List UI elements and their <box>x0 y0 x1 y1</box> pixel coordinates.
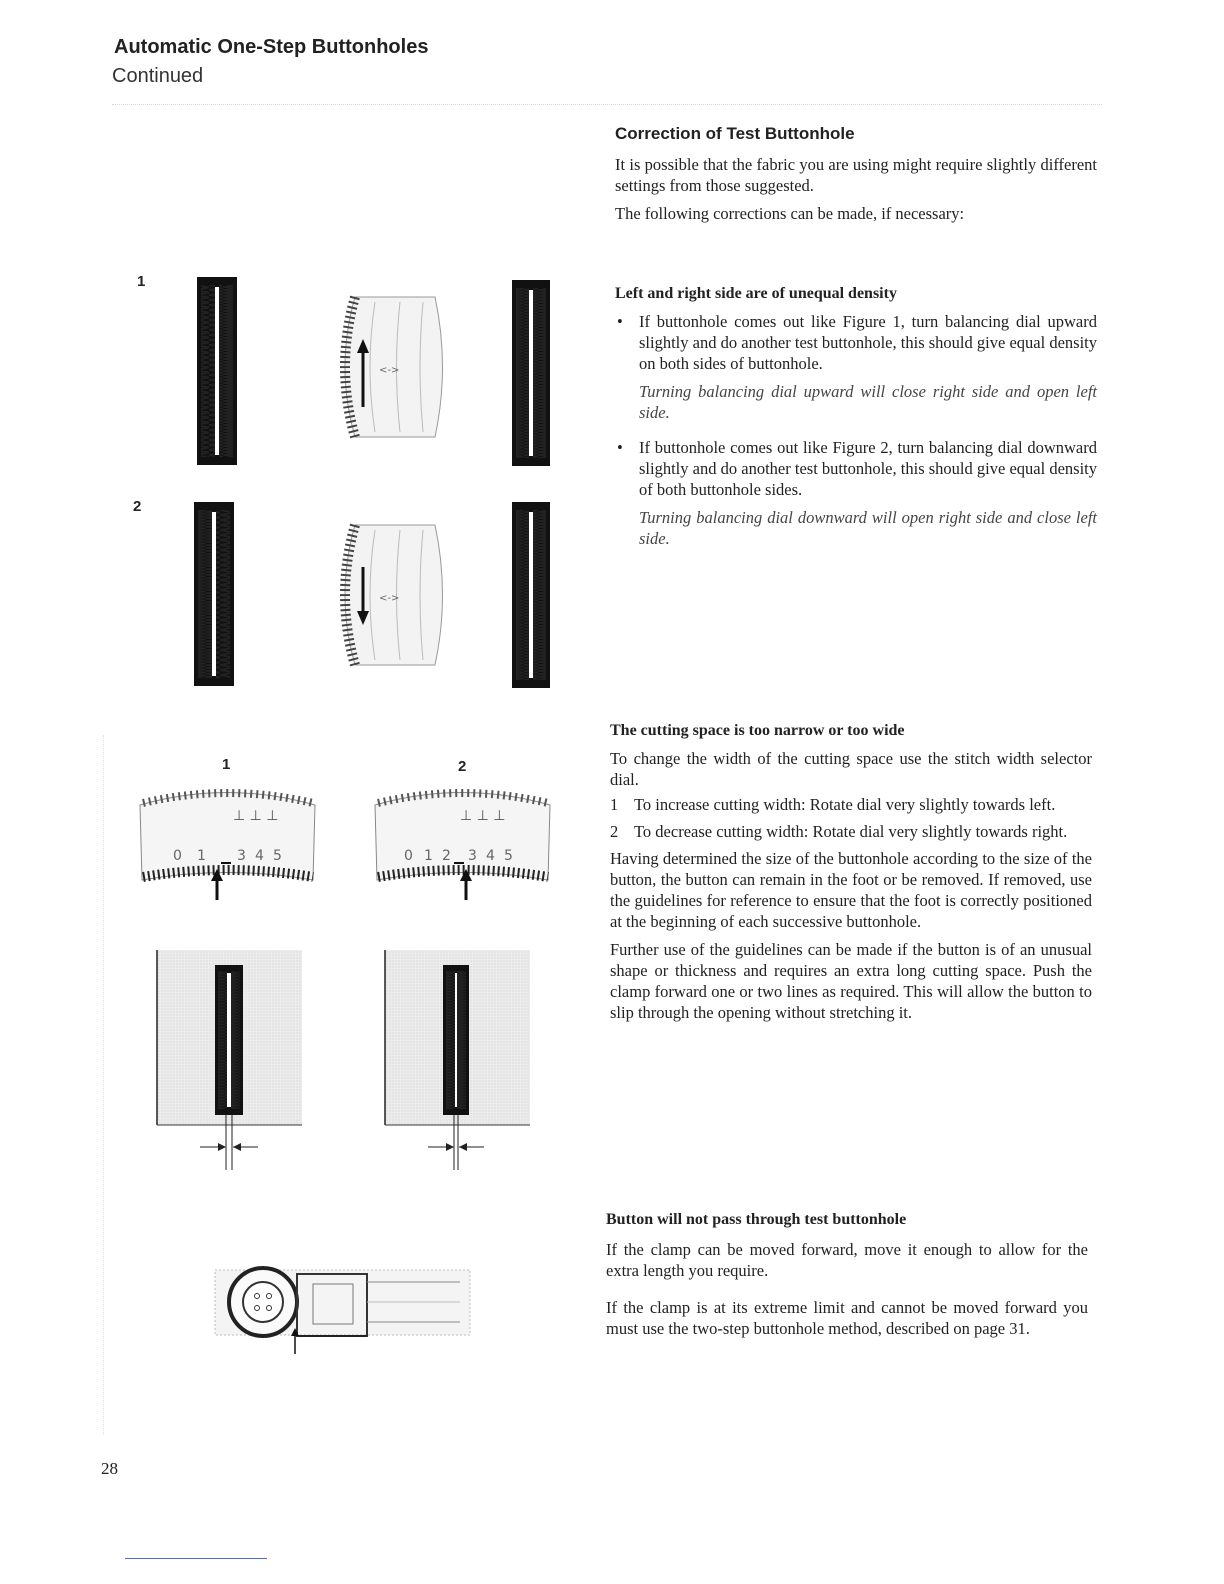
figure-2-balance-dial <box>335 515 455 675</box>
dial-1-digit-3: 3 <box>237 848 246 864</box>
svg-text:⊥ ⊥ ⊥: ⊥ ⊥ ⊥ <box>460 808 506 824</box>
cutting-item-1-number: 1 <box>610 795 619 814</box>
dial-2-digit-0: 0 <box>404 848 413 864</box>
cutting-item-2-number: 2 <box>610 822 619 841</box>
density-note-2: Turning balancing dial downward will open right side and close left side. <box>639 508 1097 548</box>
cutting-item-1-text: To increase cutting width: Rotate dial very slightly towards left. <box>634 795 1056 814</box>
figure-2-buttonhole <box>192 500 242 690</box>
dial-1-digit-0: 0 <box>173 848 182 864</box>
svg-text:<->: <-> <box>379 365 400 376</box>
width-dial-2-label: 2 <box>458 758 467 775</box>
cutting-space-wide-figure <box>155 945 305 1175</box>
svg-text:⊥ ⊥ ⊥: ⊥ ⊥ ⊥ <box>233 808 279 824</box>
cutting-item-2-text: To decrease cutting width: Rotate dial very slightly towards right. <box>634 822 1068 841</box>
button-heading: Button will not pass through test buttonhole <box>606 1211 907 1228</box>
page-subtitle: Continued <box>112 65 204 87</box>
correction-section <box>615 124 1097 231</box>
width-dial-1 <box>135 785 320 905</box>
figure-2-label: 2 <box>133 498 142 515</box>
density-note-1: Turning balancing dial upward will close right side and open left side. <box>639 382 1097 422</box>
dial-2-digit-2: 2 <box>442 848 451 864</box>
figure-1-buttonhole <box>195 275 245 470</box>
dial-1-digit-4: 4 <box>255 848 264 864</box>
button-para-2: If the clamp is at its extreme limit and cannot be moved forward you must use the two-step buttonhole method, described on page 31. <box>606 1298 1088 1338</box>
header-divider <box>112 104 1102 105</box>
width-dial-1-label: 1 <box>222 756 231 773</box>
density-heading: Left and right side are of unequal density <box>615 285 897 302</box>
figure-1-corrected-buttonhole <box>510 278 555 470</box>
cutting-para-1: Having determined the size of the buttonhole according to the size of the button, the button can remain in the foot or be removed. If removed, use the guidelines for reference to ensure that the foot is correctly positioned at the beginning of each successive buttonhole. <box>610 849 1092 931</box>
cutting-item-2 <box>610 821 1092 842</box>
cutting-para-2: Further use of the guidelines can be made if the button is of an unusual shape or thickness and requires an extra long cutting space. Push the clamp forward one or two lines as required. This will allow the button to slip through the opening without stretching it. <box>610 940 1092 1022</box>
figure-2-corrected-buttonhole <box>510 500 555 692</box>
svg-text:<->: <-> <box>379 593 400 604</box>
figure-1-balance-dial <box>335 287 455 447</box>
density-section <box>615 285 1097 556</box>
cutting-item-1 <box>610 794 1092 815</box>
dial-1-digit-5: 5 <box>273 848 282 864</box>
button-section <box>606 1211 1088 1346</box>
cutting-space-narrow-figure <box>383 945 533 1175</box>
button-para-1: If the clamp can be moved forward, move it enough to allow for the extra length you require. <box>606 1240 1088 1280</box>
margin-line <box>103 735 104 1435</box>
dial-2-digit-1: 1 <box>424 848 433 864</box>
dial-2-digit-5: 5 <box>504 848 513 864</box>
cutting-heading: The cutting space is too narrow or too wide <box>610 722 905 739</box>
dial-2-digit-4: 4 <box>486 848 495 864</box>
correction-para-2: The following corrections can be made, if necessary: <box>615 204 965 223</box>
dial-2-digit-3: 3 <box>468 848 477 864</box>
dial-1-digit-1: 1 <box>197 848 206 864</box>
correction-para-1: It is possible that the fabric you are using might require slightly different settings from those suggested. <box>615 155 1097 195</box>
cutting-intro: To change the width of the cutting space use the stitch width selector dial. <box>610 749 1092 789</box>
figure-1-label: 1 <box>137 273 146 290</box>
correction-heading: Correction of Test Buttonhole <box>615 124 855 143</box>
page-title: Automatic One-Step Buttonholes <box>114 36 429 58</box>
footer-rule <box>125 1558 267 1559</box>
cutting-section <box>610 722 1092 1030</box>
density-bullet-2: • If buttonhole comes out like Figure 2, turn balancing dial downward slightly and do another test buttonhole, this should give equal density of both buttonhole sides. <box>615 437 1097 500</box>
page-number: 28 <box>101 1459 118 1478</box>
buttonhole-foot-figure <box>205 1262 485 1362</box>
width-dial-2 <box>370 785 555 905</box>
density-bullet-1: • If buttonhole comes out like Figure 1, turn balancing dial upward slightly and do another test buttonhole, this should give equal density on both sides of buttonhole. <box>615 311 1097 374</box>
